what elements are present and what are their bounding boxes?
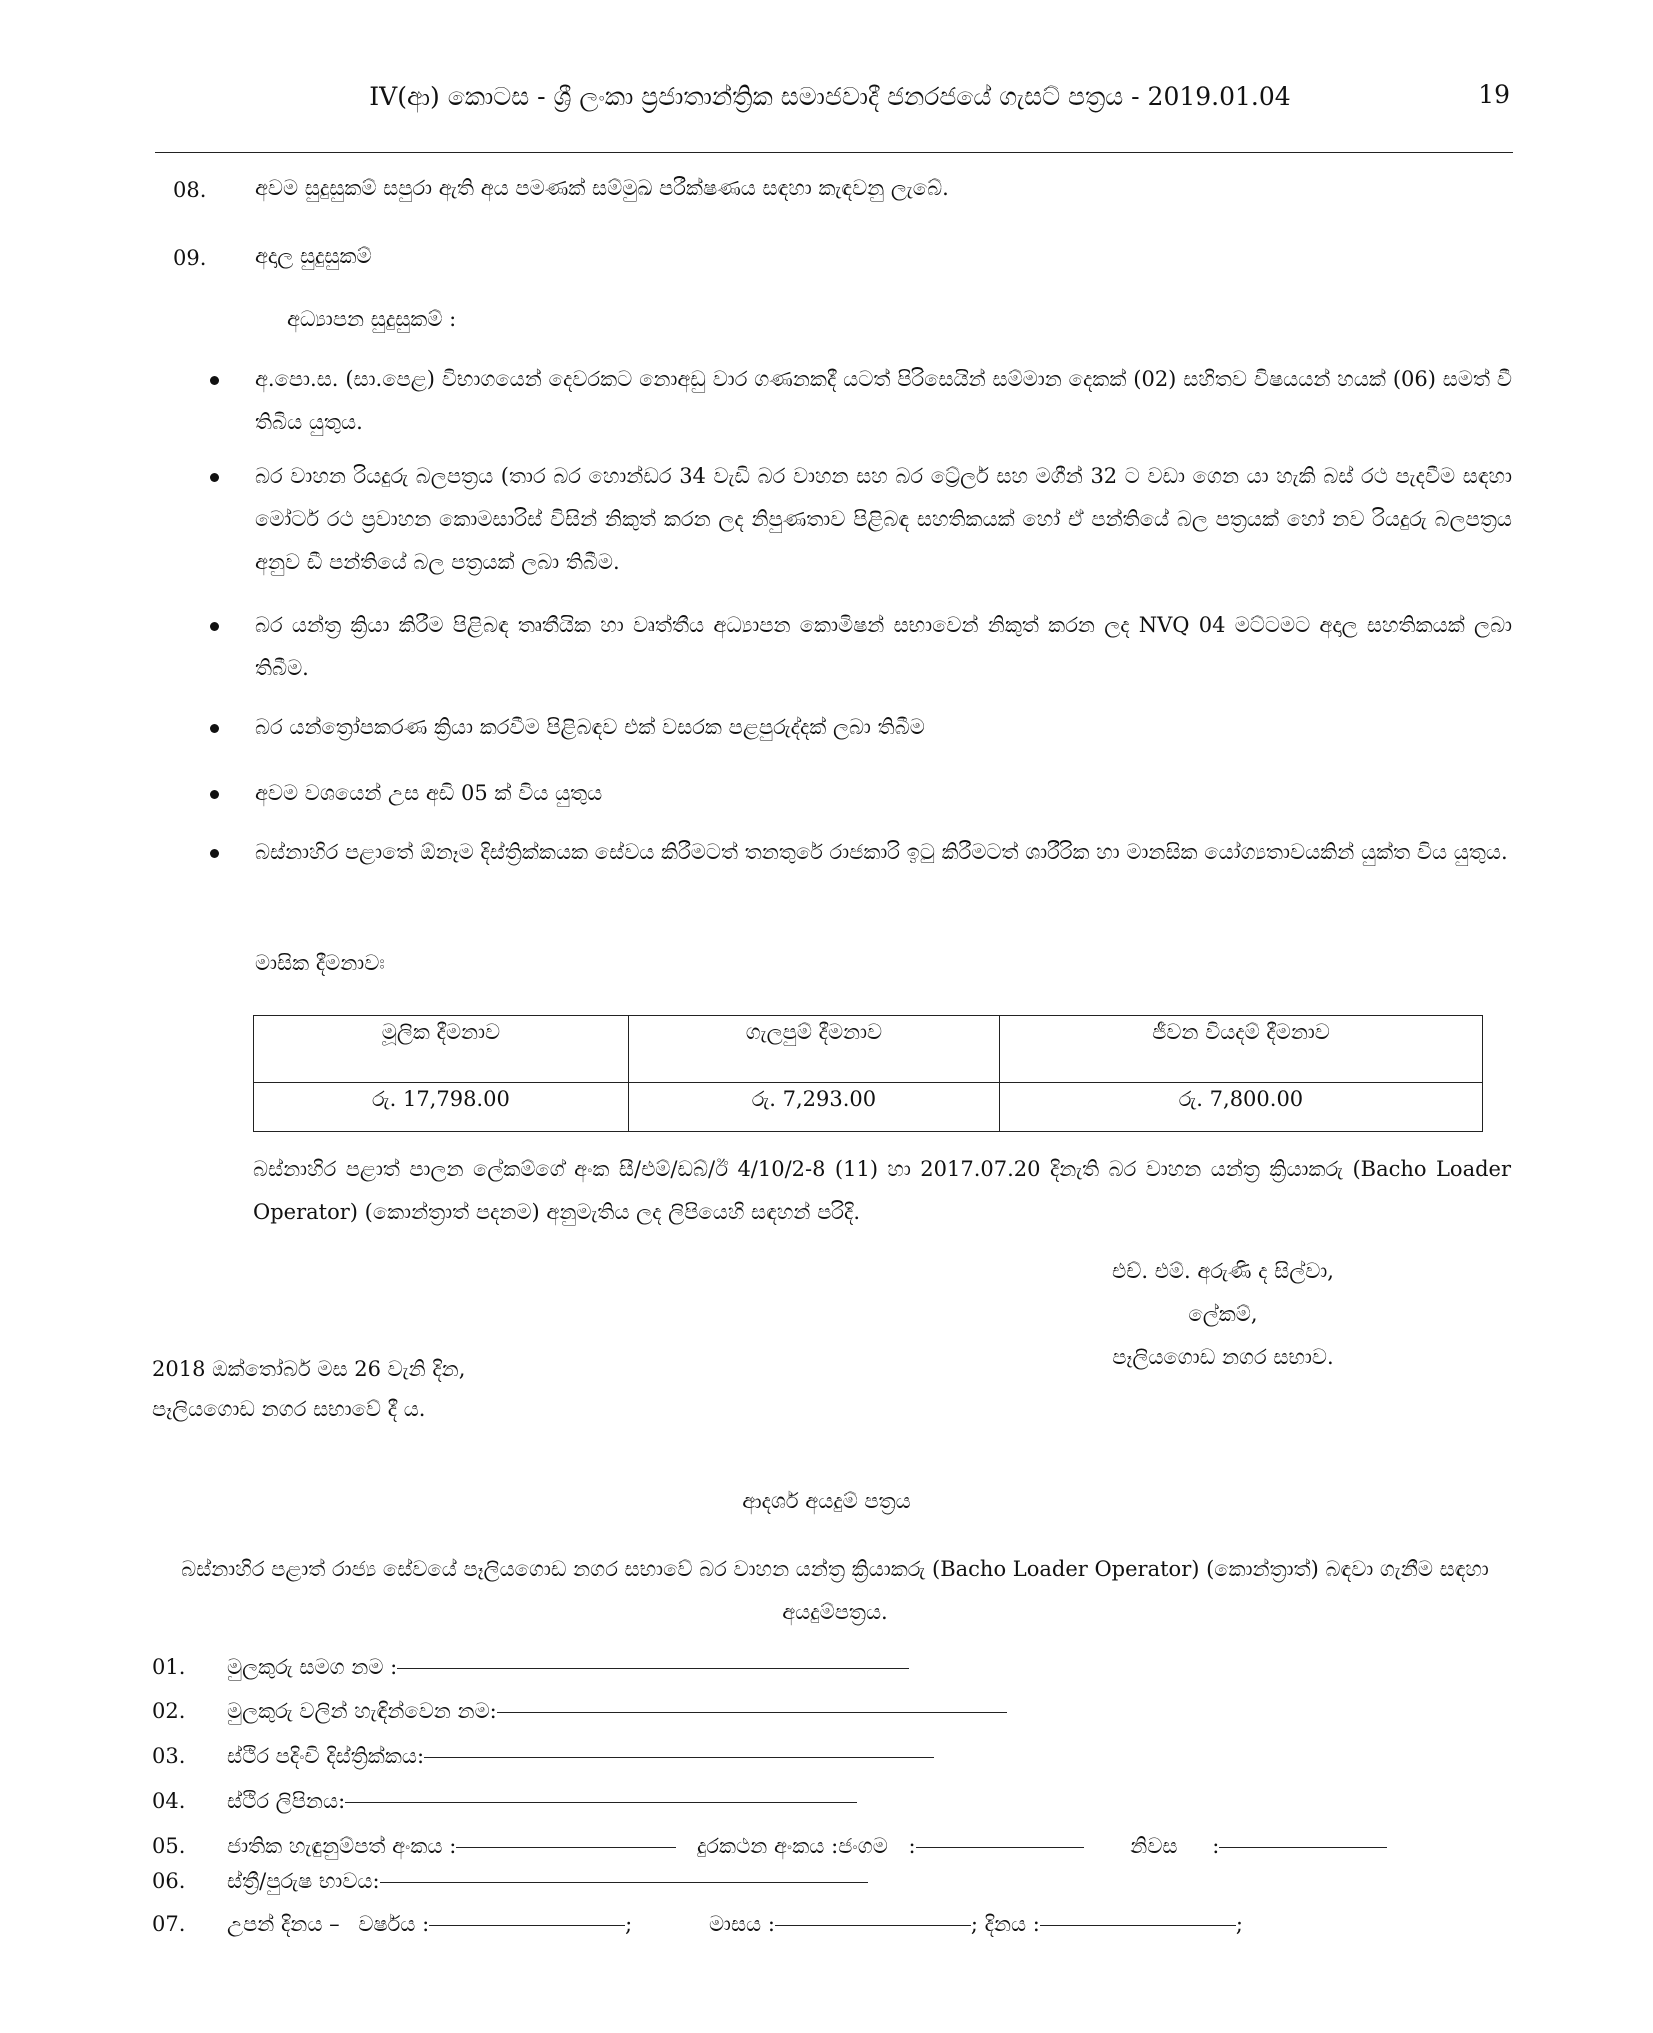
salary-heading: මාසික දීමනාවඃ — [255, 951, 385, 975]
issue-date: 2018 ඔක්තෝබර් මස 26 වැනි දින, — [152, 1357, 466, 1381]
bullet-item: බර වාහන රියදුරු බලපත්‍රය (තාර බර හොන්ඩර 34 වැඩි බර වාහන සහ බර ට්‍රේලර් සහ මගීන් 32 ට වඩා ගෙන යා හැකි බස් රථ පැදවීම සඳහා මෝටර් රථ ප්‍රවාහන කොමසාරිස් විසින් නිකුත් කරන ලද නිපුණතාව පිළිබඳ සහතිකයක් හෝ ඒ පන්තියේ බල පත්‍රයක් හෝ නව රියදුරු බලපත්‍රය අනුව ඩී පන්තියේ බල පත්‍රයක් ලබා තිබීම. — [255, 464, 1512, 574]
bullet-dot — [210, 724, 219, 733]
form-description: බස්නාහිර පළාත් රාජ්‍ය සේවයේ පෑලියගොඩ නගර සභාවේ බර වාහන යන්ත්‍ර ක්‍රියාකරු (Bacho Loader Operator) (කොන්ත්‍රාත්) බඳවා ගැනීම සඳහා අයදුම්පත්‍රය. — [181, 1557, 1489, 1624]
salary-value-cost-of-living: රු. 7,800.00 — [999, 1083, 1482, 1132]
phone-mobile-colon: : — [908, 1834, 916, 1858]
item-09-text: අදාල සුදුසුකම් — [255, 244, 372, 268]
bullet-dot — [210, 473, 219, 482]
bullet-dot — [210, 376, 219, 385]
phone-home-colon: : — [1212, 1834, 1220, 1858]
bullet-item: බස්නාහිර පළාතේ ඕනෑම දිස්ත්‍රික්කයක සේවය කිරීමටත් තනතුරේ රාජකාරි ඉටු කිරීමටත් ශාරීරික හා මානසික යෝග්‍යතාවයකින් යුක්ත විය යුතුය. — [255, 840, 1508, 864]
form-field-number: 05. — [152, 1834, 186, 1858]
birth-day-label: ; දිනය : — [970, 1912, 1040, 1936]
birth-month-label: මාසය : — [708, 1912, 775, 1936]
name-denoted-by-initials-input[interactable] — [497, 1712, 1007, 1713]
field-label: ස්ථිර පදිංචි දිස්ත්‍රික්කය: — [227, 1744, 425, 1768]
bullet-item: බර යන්ත්‍ර ක්‍රියා කිරීම පිළිබඳ තෘතීයික හා වෘත්තීය අධ්‍යාපන කොමිෂන් සභාවෙන් නිකුත් කරන ලද NVQ 04 මට්ටමට අදාල සහතිකයක් ලබා තිබීම. — [255, 613, 1512, 680]
page-number: 19 — [1478, 80, 1510, 109]
education-heading: අධ්‍යාපන සුදුසුකම් : — [287, 307, 457, 331]
item-09-number: 09. — [173, 246, 207, 270]
form-field-number: 01. — [152, 1655, 186, 1679]
gazette-header — [150, 82, 1510, 122]
home-phone-input[interactable] — [1219, 1847, 1387, 1848]
salary-table — [253, 1015, 1483, 1132]
phone-mobile-label: දුරකථන අංකය :ජංගම — [696, 1834, 888, 1858]
form-field-06 — [227, 1869, 868, 1894]
bullet-dot — [210, 849, 219, 858]
gender-input[interactable] — [380, 1882, 868, 1883]
signatory-office: පෑලියගොඩ නගර සභාව. — [1112, 1345, 1334, 1369]
field-label: ස්ථිර ලිපිනය: — [227, 1789, 346, 1813]
item-08-text: අවම සුදුසුකම් සපුරා ඇති අය පමණක් සම්මුඛ පරීක්ෂණය සඳහා කැඳවනු ලැබේ. — [255, 176, 949, 200]
birth-month-input[interactable] — [775, 1925, 971, 1926]
gazette-title: IV(ආ) කොටස - ශ්‍රී ලංකා ප්‍රජාතාන්ත්‍රික සමාජවාදී ජනරජයේ ගැසට් පත්‍රය - 2019.01.04 — [369, 82, 1291, 111]
form-field-number: 03. — [152, 1744, 186, 1768]
salary-value-basic: රු. 17,798.00 — [254, 1083, 629, 1132]
separator: ; — [625, 1912, 633, 1936]
birth-year-input[interactable] — [429, 1925, 625, 1926]
form-field-02 — [227, 1699, 1007, 1724]
form-field-07 — [227, 1912, 1243, 1937]
birth-year-label: වර්ෂය : — [358, 1912, 430, 1936]
field-label: මුලකුරු වලින් හැඳින්වෙන නම: — [227, 1699, 497, 1723]
field-label: මුලකුරු සමග නම : — [227, 1655, 398, 1679]
approval-note: බස්නාහිර පළාත් පාලන ලේකම්ගේ අංක සී/එම්/ඩබ්/ඊ 4/10/2-8 (11) හා 2017.07.20 දිනැති බර වාහන යන්ත්‍ර ක්‍රියාකරු (Bacho Loader Operator) (කොන්ත්‍රාත් පදනම) අනුමැතිය ලද ලිපියෙහි සඳහන් පරිදි. — [253, 1157, 1511, 1224]
form-title: ආදර්ශ අයදුම් පත්‍රය — [742, 1489, 911, 1513]
signatory-name: එච්. එම්. අරුණි ද සිල්වා, — [1112, 1259, 1334, 1283]
item-08-number: 08. — [173, 178, 207, 202]
header-rule — [155, 152, 1513, 153]
bullet-item: අ.පො.ස. (සා.පෙළ) විභාගයෙන් දෙවරකට නොඅඩු වාර ගණනකදී යටත් පිරිසෙයින් සම්මාන දෙකක් (02) සහිතව විෂයයන් හයක් (06) සමත් වී තිබිය යුතුය. — [255, 367, 1512, 434]
name-with-initials-input[interactable] — [397, 1668, 909, 1669]
issue-place: පෑලියගොඩ නගර සභාවේ දී ය. — [152, 1397, 426, 1421]
nic-number-input[interactable] — [456, 1847, 676, 1848]
permanent-address-input[interactable] — [345, 1802, 857, 1803]
mobile-phone-input[interactable] — [916, 1847, 1084, 1848]
form-field-05 — [227, 1834, 1517, 1859]
field-label: ජාතික හැඳුනුම්පත් අංකය : — [227, 1834, 457, 1858]
salary-col-adjustment: ගැලපුම් දීමනාව — [628, 1016, 999, 1083]
bullet-item: අවම වශයෙන් උස අඩි 05 ක් විය යුතුය — [255, 781, 603, 805]
form-field-01 — [227, 1655, 909, 1680]
field-label: ස්ත්‍රී/පුරුෂ භාවය: — [227, 1869, 380, 1893]
salary-value-adjustment: රු. 7,293.00 — [628, 1083, 999, 1132]
bullet-item: බර යන්ත්‍රෝපකරණ ක්‍රියා කරවීම පිළිබඳව එක් වසරක පළපුරුද්දක් ලබා තිබීම — [255, 715, 925, 739]
signature-block — [1043, 1250, 1403, 1379]
form-field-04 — [227, 1789, 857, 1814]
bullet-dot — [210, 790, 219, 799]
bullet-dot — [210, 622, 219, 631]
separator: ; — [1235, 1912, 1243, 1936]
form-field-number: 02. — [152, 1699, 186, 1723]
permanent-district-input[interactable] — [424, 1757, 934, 1758]
form-field-number: 07. — [152, 1912, 186, 1936]
field-label: උපන් දිනය – — [227, 1912, 340, 1936]
phone-home-label: නිවස — [1130, 1834, 1178, 1858]
form-field-number: 04. — [152, 1789, 186, 1813]
birth-day-input[interactable] — [1040, 1925, 1236, 1926]
salary-col-basic: මූලික දීමනාව — [254, 1016, 629, 1083]
form-field-number: 06. — [152, 1869, 186, 1893]
signatory-title: ලේකම්, — [1188, 1302, 1258, 1326]
form-field-03 — [227, 1744, 934, 1769]
salary-col-cost-of-living: ජීවන වියදම් දීමනාව — [999, 1016, 1482, 1083]
